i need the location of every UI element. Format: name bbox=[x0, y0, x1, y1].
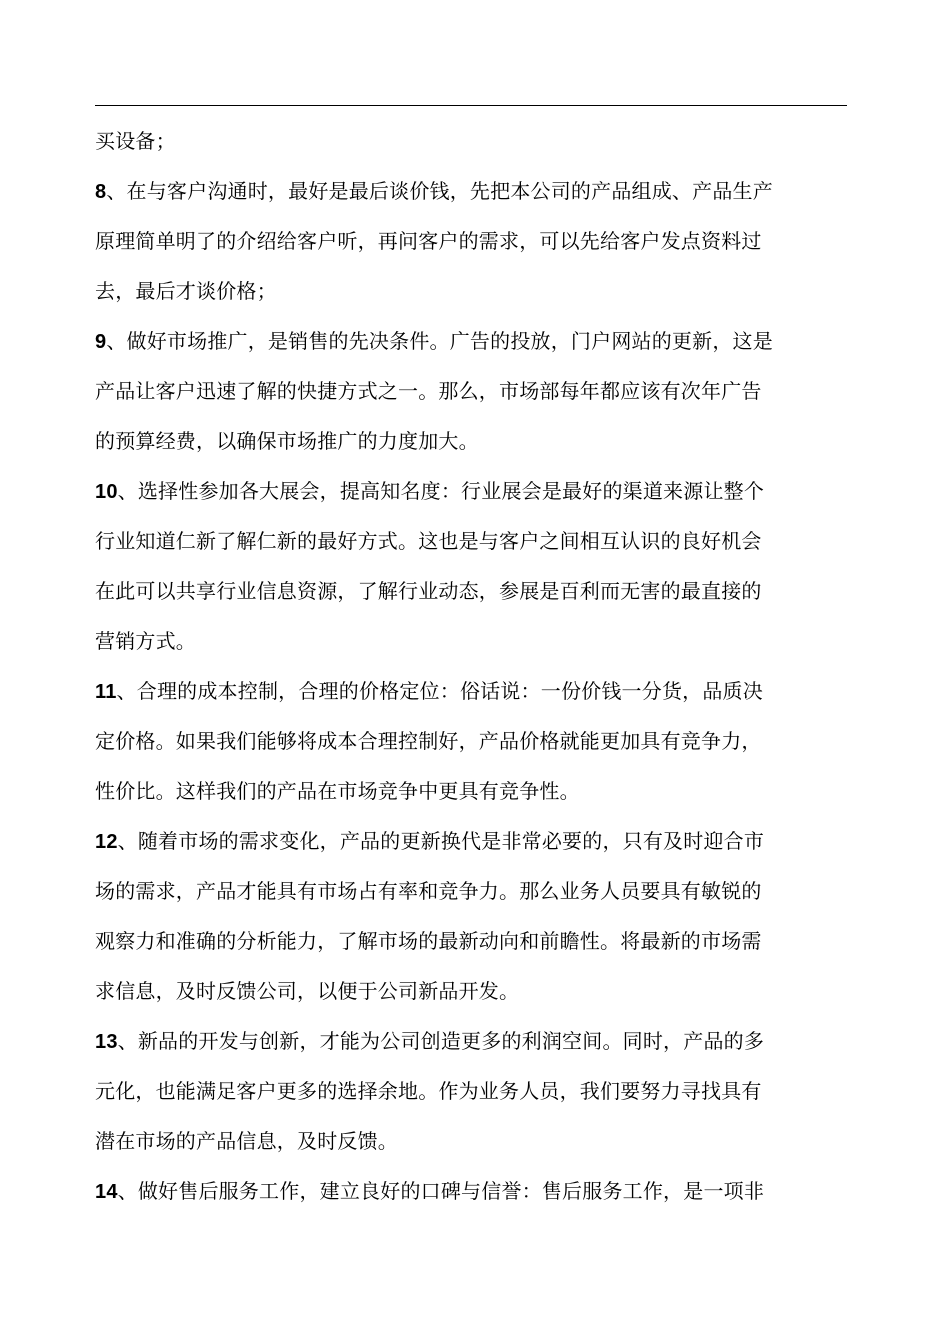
text-line: 在此可以共享行业信息资源，了解行业动态，参展是百利而无害的最直接的 bbox=[95, 579, 762, 603]
text-line: 9、做好市场推广，是销售的先决条件。广告的投放，门户网站的更新，这是 bbox=[95, 329, 773, 353]
paragraph-item-8 bbox=[95, 166, 847, 316]
text-line: 去，最后才谈价格； bbox=[95, 279, 277, 303]
text-line: 14、做好售后服务工作，建立良好的口碑与信誉：售后服务工作，是一项非 bbox=[95, 1179, 765, 1203]
paragraph-item-13 bbox=[95, 1016, 847, 1166]
paragraph-item-9 bbox=[95, 316, 847, 466]
text-line: 定价格。如果我们能够将成本合理控制好，产品价格就能更加具有竞争力， bbox=[95, 729, 762, 753]
paragraph-item-12 bbox=[95, 816, 847, 1016]
text-line: 性价比。这样我们的产品在市场竞争中更具有竞争性。 bbox=[95, 779, 580, 803]
text-line: 12、随着市场的需求变化，产品的更新换代是非常必要的，只有及时迎合市 bbox=[95, 829, 765, 853]
item-number: 14 bbox=[95, 1181, 118, 1203]
text-line: 潜在市场的产品信息，及时反馈。 bbox=[95, 1129, 398, 1153]
header-rule bbox=[95, 105, 847, 106]
paragraph-continuation bbox=[95, 116, 847, 166]
text-line: 买设备； bbox=[95, 129, 176, 153]
item-number: 10 bbox=[95, 481, 118, 503]
paragraph-item-11 bbox=[95, 666, 847, 816]
item-number: 9 bbox=[95, 331, 107, 353]
item-number: 11 bbox=[95, 681, 117, 703]
text-line: 产品让客户迅速了解的快捷方式之一。那么，市场部每年都应该有次年广告 bbox=[95, 379, 762, 403]
text-line: 10、选择性参加各大展会，提高知名度：行业展会是最好的渠道来源让整个 bbox=[95, 479, 765, 503]
text-line: 行业知道仁新了解仁新的最好方式。这也是与客户之间相互认识的良好机会 bbox=[95, 529, 762, 553]
text-line: 场的需求，产品才能具有市场占有率和竞争力。那么业务人员要具有敏锐的 bbox=[95, 879, 762, 903]
text-line: 原理简单明了的介绍给客户听，再问客户的需求，可以先给客户发点资料过 bbox=[95, 229, 762, 253]
text-line: 13、新品的开发与创新，才能为公司创造更多的利润空间。同时，产品的多 bbox=[95, 1029, 765, 1053]
item-number: 13 bbox=[95, 1031, 118, 1053]
text-line: 求信息，及时反馈公司，以便于公司新品开发。 bbox=[95, 979, 520, 1003]
text-line: 11、合理的成本控制，合理的价格定位：俗话说：一份价钱一分货，品质决 bbox=[95, 679, 763, 703]
item-number: 12 bbox=[95, 831, 118, 853]
text-line: 观察力和准确的分析能力，了解市场的最新动向和前瞻性。将最新的市场需 bbox=[95, 929, 762, 953]
text-line: 的预算经费，以确保市场推广的力度加大。 bbox=[95, 429, 479, 453]
document-body bbox=[95, 116, 847, 1216]
text-line: 元化，也能满足客户更多的选择余地。作为业务人员，我们要努力寻找具有 bbox=[95, 1079, 762, 1103]
text-line: 8、在与客户沟通时，最好是最后谈价钱，先把本公司的产品组成、产品生产 bbox=[95, 179, 773, 203]
paragraph-item-14 bbox=[95, 1166, 847, 1216]
paragraph-item-10 bbox=[95, 466, 847, 666]
item-number: 8 bbox=[95, 181, 107, 203]
text-line: 营销方式。 bbox=[95, 629, 196, 653]
